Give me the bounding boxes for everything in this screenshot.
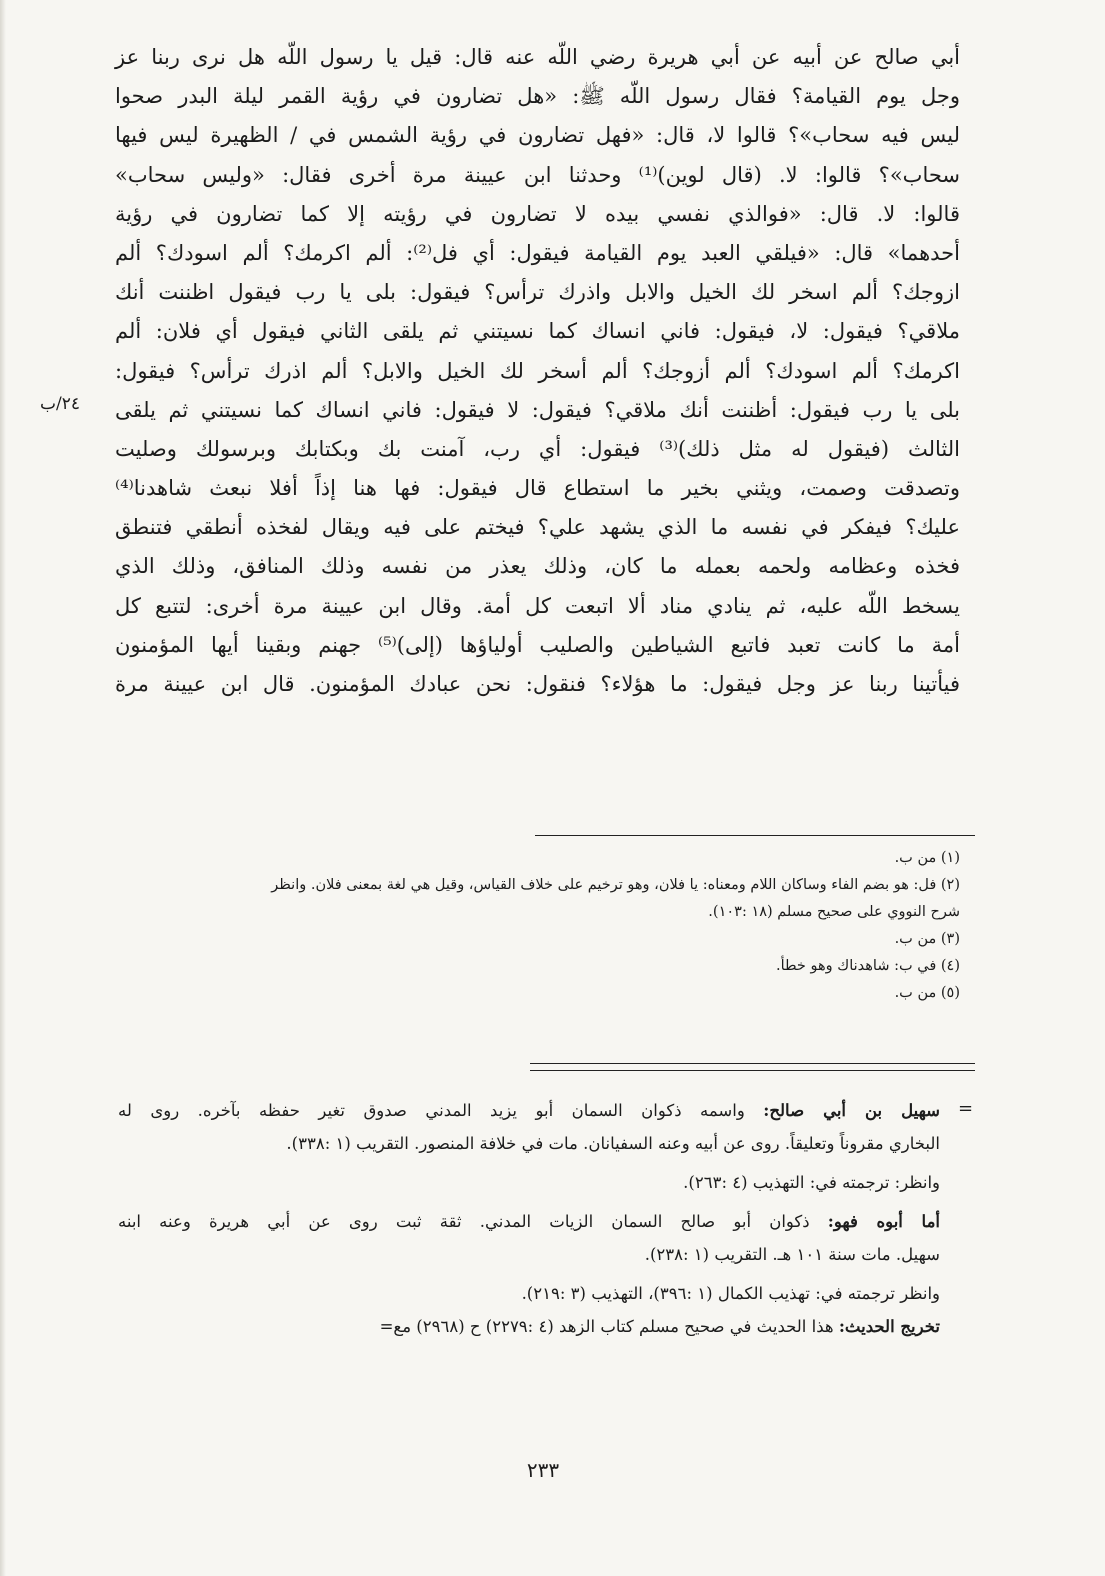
body-line: ملاقي؟ فيقول: لا، فيقول: فاني انساك كما نسيتني ثم يلقى الثاني فيقول أي فلان: ألم bbox=[115, 319, 960, 344]
footnote-separator bbox=[535, 835, 975, 836]
note-father-line-1 bbox=[118, 1205, 940, 1238]
manuscript-folio-marker: ٢٤/ب bbox=[40, 394, 80, 414]
body-line: الثالث (فيقول له مثل ذلك)⁽³⁾ فيقول: أي رب، آمنت بك وبكتابك وبرسولك وصليت bbox=[115, 436, 960, 461]
continuation-marker: = bbox=[958, 1098, 974, 1119]
footnote-1: (١) من ب. bbox=[894, 850, 960, 866]
page-edge-shadow bbox=[0, 0, 6, 1576]
body-line: قالوا: لا. قال: «فوالذي نفسي بيده لا تضارون في رؤيته إلا كما تضارون في رؤية bbox=[115, 201, 960, 226]
note-suhail-reference: وانظر: ترجمته في: التهذيب (٤ :٢٦٣). bbox=[683, 1173, 940, 1192]
body-line: فيأتينا ربنا عز وجل فيقول: ما هؤلاء؟ فنقول: نحن عبادك المؤمنون. قال ابن عيينة مرة bbox=[115, 672, 960, 696]
note-takhrij-text: هذا الحديث في صحيح مسلم كتاب الزهد (٤ :٢٢٧٩) ح (٢٩٦٨) مع= bbox=[379, 1317, 834, 1336]
narrator-notes bbox=[118, 1094, 940, 1343]
note-suhail-text: واسمه ذكوان السمان أبو يزيد المدني صدوق تغير حفظه بآخره. روى له bbox=[118, 1101, 745, 1120]
footnote-2: (٢) فل: هو بضم الفاء وساكان اللام ومعناه: يا فلان، وهو ترخيم على خلاف القياس، وقيل هي لغة بمعنى فلان. وانظر bbox=[271, 877, 960, 893]
body-line: بلى يا رب فيقول: أظننت أنك ملاقي؟ فيقول: لا فيقول: فاني انساك كما نسيتني ثم يلقى bbox=[115, 397, 960, 422]
body-line: وتصدقت وصمت، ويثني بخير ما استطاع قال فيقول: فها هنا إذاً أفلا نبعث شاهدنا⁽⁴⁾ bbox=[115, 476, 960, 501]
notes-separator-bottom bbox=[530, 1070, 975, 1071]
footnote-5: (٥) من ب. bbox=[894, 985, 960, 1001]
page-number: ٢٣٣ bbox=[526, 1458, 560, 1482]
note-father-text: ذكوان أبو صالح السمان الزيات المدني. ثقة ثبت روى عن أبي هريرة وعنه ابنه bbox=[118, 1212, 810, 1231]
footnote-3: (٣) من ب. bbox=[894, 931, 960, 947]
note-suhail-label: سهيل بن أبي صالح: bbox=[763, 1101, 941, 1120]
notes-separator-top bbox=[530, 1063, 975, 1064]
body-line: ليس فيه سحاب»؟ قالوا لا، قال: «فهل تضارون في رؤية الشمس في / الظهيرة ليس فيها bbox=[115, 123, 960, 148]
note-takhrij bbox=[118, 1310, 940, 1343]
note-father-line-2: سهيل. مات سنة ١٠١ هـ. التقريب (١ :٢٣٨). bbox=[644, 1245, 940, 1264]
body-line: وجل يوم القيامة؟ فقال رسول اللّه ﷺ: «هل تضارون في رؤية القمر ليلة البدر صحوا bbox=[115, 84, 960, 109]
note-suhail-line-2: البخاري مقروناً وتعليقاً. روى عن أبيه وعنه السفيانان. مات في خلافة المنصور. التقريب (١ :٣٣٨). bbox=[286, 1134, 940, 1153]
note-father-label: أما أبوه فهو: bbox=[827, 1212, 940, 1231]
body-line: فخذه وعظامه ولحمه بعمله ما كان، وذلك يعذر من نفسه وذلك المنافق، وذلك الذي bbox=[115, 554, 960, 579]
body-line: عليك؟ فيفكر في نفسه ما الذي يشهد علي؟ فيختم على فيه ويقال لفخذه أنطقي فتنطق bbox=[115, 515, 960, 540]
note-father-reference: وانظر ترجمته في: تهذيب الكمال (١ :٣٩٦)، التهذيب (٣ :٢١٩). bbox=[521, 1284, 940, 1303]
body-line: اكرمك؟ ألم اسودك؟ ألم أزوجك؟ ألم أسخر لك الخيل والابل؟ ألم اذرك ترأس؟ فيقول: bbox=[115, 358, 960, 383]
main-text bbox=[115, 38, 960, 704]
footnotes bbox=[140, 845, 960, 1007]
body-line: ازوجك؟ ألم اسخر لك الخيل والابل واذرك ترأس؟ فيقول: بلى يا رب فيقول اظننت أنك bbox=[115, 280, 960, 305]
body-line: أمة ما كانت تعبد فاتبع الشياطين والصليب أولياؤها (إلى)⁽⁵⁾ جهنم وبقينا أيها المؤمنون bbox=[115, 632, 960, 657]
footnote-4: (٤) في ب: شاهدناك وهو خطأ. bbox=[776, 958, 960, 974]
note-takhrij-label: تخريج الحديث: bbox=[838, 1317, 940, 1336]
body-line: أبي صالح عن أبيه عن أبي هريرة رضي اللّه عنه قال: قيل يا رسول اللّه هل نرى ربنا عز bbox=[115, 45, 960, 69]
note-suhail-line-1 bbox=[118, 1094, 940, 1127]
body-line: أحدهما» قال: «فيلقي العبد يوم القيامة فيقول: أي فل⁽²⁾: ألم اكرمك؟ ألم اسودك؟ ألم bbox=[115, 240, 960, 265]
body-line: يسخط اللّه عليه، ثم ينادي مناد ألا اتبعت كل أمة. وقال ابن عيينة مرة أخرى: لتتبع كل bbox=[115, 593, 960, 618]
body-line: سحاب»؟ قالوا: لا. (قال لوين)⁽¹⁾ وحدثنا ابن عيينة مرة أخرى فقال: «وليس سحاب» bbox=[115, 162, 960, 187]
footnote-2-continued: شرح النووي على صحيح مسلم (١٨ :١٠٣). bbox=[708, 904, 960, 920]
